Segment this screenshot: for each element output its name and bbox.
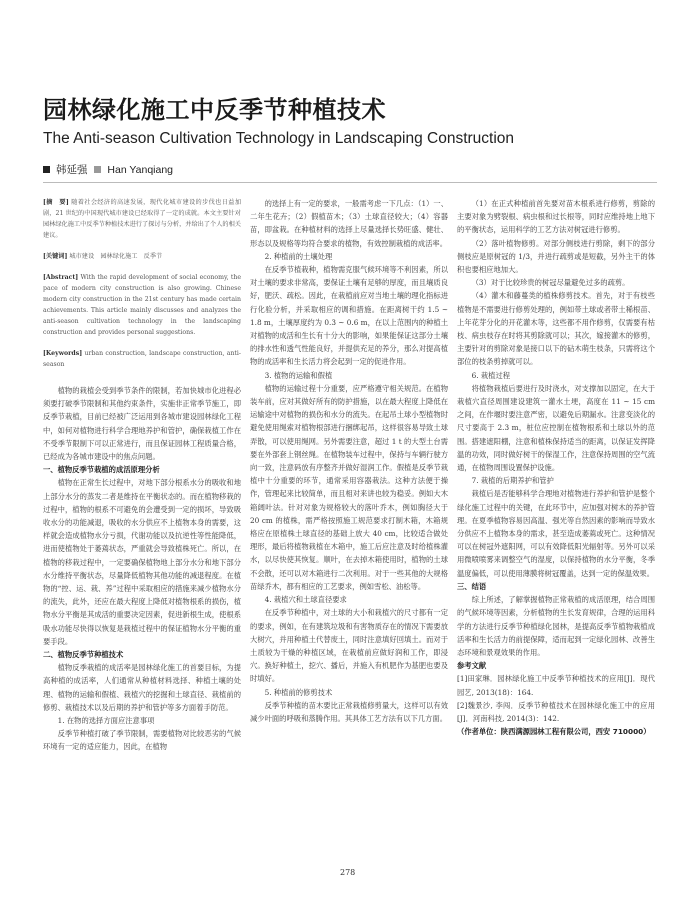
section-heading: 一、植物反季节栽植的成活原理分析 <box>43 465 160 475</box>
paragraph: 的选择上有一定的要求，一般需考虑一下几点：（1）一、二年生花卉；（2）假植苗木；（3）土球直径较大；（4）容器苗，即盆栽。在种植材料的选择上尽量选择长势旺盛、健壮、形态以及规格等均符合要求的植物，有效控制栽植的成活率。 <box>250 199 449 248</box>
paragraph: （3）对于比较珍贵的树冠尽量避免过多的疏剪。 <box>471 278 630 288</box>
article-title-en: The Anti-season Cultivation Technology in Landscaping Construction <box>43 130 515 147</box>
keywords-cn-label: [关键词] <box>43 253 68 260</box>
abstract-cn-text: 随着社会经济的高速发展，现代化城市建设的步伐也日益加剧，21 世纪的中国现代城市建设已经取得了一定的成就。本文主要针对园林绿化施工中反季节种植技术进行了探讨与分析，并给出了个人的相关建议。 <box>43 199 242 239</box>
square-bullet-icon <box>43 166 50 173</box>
paragraph: 将植物栽植后要进行及时浇水，对支撑加以固定，在大于栽植穴直径周围建设建筑一灌水土埂，高度在 11 ~ 15 cm 之间，在作堰时要注意严密，以避免后期漏水。注意变淡化的尺寸要高于 2.3 m，桩位应控制在植物根系和土球以外的范围。搭建遮阳棚，注意和植株保持适当的距离，以保证发挥降温的功效，同时做好树干的保湿工作，注意保持周围的空气流通，在植物周围设置保护设施。 <box>457 383 655 473</box>
paragraph: 在反季节植栽种，植物需克服气候环境等不利因素，所以对土壤的要求非常高，要保证土壤有足够的厚度，而且壤质良好，肥沃、疏松。因此，在栽植前应对当地土壤的理化指标进行化验分析，并采取相应的调和措施。在距离树干约 1.5 ~ 1.8 m，土壤厚度约为 0.3 ~ 0.6 m，在以上范围内的种植土对植物的成活和生长有十分大的影响，如果能保证这部分土壤的排水性和透气性能良好，并提供充足的养分，那么对提高植物的成活率和生长活力将会起到一定的促进作用。 <box>250 265 448 367</box>
subsection-heading: 2. 种植前的土壤处理 <box>264 251 333 261</box>
paragraph: （4）灌木和藤蔓类的植株修剪技术。首先，对于有枝些植物是不需要进行修剪处理的，例如带土球或者带土稀根苗、上年花芽分化的开花灌木等，这些都不用作修剪，仅需要有枯枝、病虫枝存在时将其剪除就可以；其次，嫁接灌木的修剪，主要针对的剪除对象是接口以下的砧木萌生枝条，只需将这个部位的枝条剪掉就可以。 <box>457 291 655 367</box>
keywords-cn <box>43 251 241 262</box>
keywords-en <box>43 348 241 370</box>
subsection-heading: 1. 在物的选择方面应注意事项 <box>57 716 155 726</box>
abstract-en <box>43 272 241 338</box>
paragraph: 栽植后是否能够科学合理地对植物进行养护和管护是整个绿化施工过程中的关键，在此环节中，应加强对树木的养护管理。在夏季植物容易因高温、强光等自然因素的影响而导致水分供应不上植物本身的需求，甚至造成萎蔫或死亡。这种情况可以在树冠外遮阳网，可以有效降低阳光辐射等。另外可以采用微喷喷雾来调整空气的湿度，以保持植物的水分平衡，冬季温度偏低，可以使用薄膜将树冠覆盖，达到一定的保温效果。 <box>457 489 655 578</box>
abstract-en-label: [Abstract] <box>43 274 79 281</box>
abstract-cn <box>43 197 241 241</box>
page-number: 278 <box>340 868 356 877</box>
reference-item: [1]田家琳．园林绿化施工中反季节种植技术的应用[J]．现代园艺, 2013(18)：164. <box>457 674 655 697</box>
keywords-cn-text: 城市建设 园林绿化施工 反季节 <box>69 253 163 260</box>
paragraph: （2）落叶植物修剪。对部分侧枝进行剪除，剩下的部分侧枝应是原树冠的 1/3，并进行疏剪或是短截，另外主干的体积也要相应地加大。 <box>457 238 655 275</box>
subsection-heading: 7. 栽植的后期养护和管护 <box>471 476 554 486</box>
column-3 <box>457 197 655 738</box>
square-bullet-icon <box>94 166 101 173</box>
column-1 <box>43 197 241 754</box>
column-2 <box>250 197 448 725</box>
abstract-cn-label: [摘 要] <box>43 199 69 206</box>
abstract-en-text: With the rapid development of social economy, the pace of modern city construction is also growing. Chinese modern city construction in the 21st century has made certain achievements. This article mainly discusses and analyzes the anti-season cultivation technology in the landscaping construction and provides personal suggestions. <box>43 274 241 336</box>
header-divider <box>43 182 657 183</box>
paragraph: 反季节种植的苗木要比正常栽植修剪量大，这样可以有效减少叶面的呼吸和蒸腾作用。其具体工艺方法有以下几方面。 <box>250 700 448 723</box>
references-heading: 参考文献 <box>457 661 487 671</box>
paragraph: 综上所述，了解掌握植物正常栽植的成活原理，结合周围的气候环境等因素，分析植物的生长发育规律，合理的运用科学的方法进行反季节种植绿化园林，是提高反季节植物栽植成活率和生长活力的前提保障，适而起到一定绿化园林、改善生态环境和景观效果的作用。 <box>457 595 655 657</box>
byline <box>43 162 173 177</box>
column-1-body <box>43 384 241 754</box>
paragraph: 植物的运输过程十分重要，应严格遵守相关规范。在植物装车前，应对其做好所有的防护措施，以在最大程度上降低在运输途中对植物的损伤和水分的流失。在起吊土球小型植物时避免使用绳索对植物根部进行捆绑起吊，这样很容易导致土球弄散，可以使用绳网。另外需要注意，超过 1 t 的大型土台需要在外部套上钢丝绳。在植物装车过程中，保持与车辆行驶方向一致，注意码放有序整齐并做好湿润工作。假植是反季节栽植中十分重要的环节，通常采用容器栽法。这种方法便于操作，管理起来比较简单，而且相对来讲也较为稳妥。例如大木箱阔叶法。针对对象为规格较大的落叶乔木，例如胸径大于 20 cm 的植株，需严格按照施工规范要求打制木箱，木箱规格应在原植株土球直径的基础上放大 40 cm，比较适合做处理形，最后将植物栽植在木箱中，施工后应注意及时给植株灌水，以尽快使其恢复。顺叶，在去掉木箱使用时，植物的土球不会散，还可以对木箱进行二次利用。对于一些其他的大规格苗绿乔木，都有相应的工艺要求，例如雪松、油松等。 <box>250 383 448 591</box>
reference-item: [2]魏景沙, 李闯．反季节种植技术在园林绿化施工中的应用[J]．河南科技, 2014(3)：142. <box>457 700 655 723</box>
subsection-heading: 4. 栽植穴和土球直径要求 <box>264 595 347 605</box>
paragraph: 植物反季栽植的成活率是园林绿化施工的首要目标，为提高种植的成活率，人们通常从种植材料选择、种植土壤的处理、植物的运输和假植、栽植穴的挖掘和土球直径、栽植前的修剪、栽植技术以及后期的养护和管护等多方面着手防范。 <box>43 663 241 712</box>
author-affiliation: （作者单位：陕西满源园林工程有限公司，西安 710000） <box>457 727 651 737</box>
paragraph: 植物在正常生长过程中，对地下部分根系水分的吸收和地上部分水分的蒸发二者是维持在平衡状态的。而在植物移栽的过程中，植物的根系不可避免的会遭受到一定的损坏，导致吸收水分的功能减退，吸收的水分供应不上植物本身的需要，这样就会造成植物水分亏损，代谢功能以及抗逆性等性能降低，进而使植物处于萎蔫状态，严重就会导致植株死亡。所以，在植物的移栽过程中，一定要确保植物地上部分水分和地下部分水分维持平衡状态，尽量降低植物其他功能的减退程度。在植物的“控、运、栽、养”过程中采取相应的措施来减少植物水分的流失，此外，还应在最大程度上降低对植物根系的损伤，植物水分平衡是其成活的重要决定因素，促进新根生成，使根系吸水功能尽快得以恢复是栽植过程中的保证植物水分平衡的重要手段。 <box>43 478 241 646</box>
section-heading: 二、植物反季节种植技术 <box>43 650 124 660</box>
author-en: Han Yanqiang <box>107 164 174 176</box>
abstract-block-cn <box>43 197 241 370</box>
article-title-cn: 园林绿化施工中反季节种植技术 <box>43 96 386 124</box>
paragraph: 反季节种植打破了季节限制，需要植物对比较恶劣的气候环境有一定的适应能力，因此，在植物 <box>43 729 241 752</box>
paragraph: （1）在正式种植前首先要对苗木根系进行修剪，剪除的主要对象为劈裂根、病虫根和过长根等，同时应维持地上地下的平衡状态，运用科学的工艺方法对树冠进行修剪。 <box>457 199 655 235</box>
section-heading: 三、结语 <box>457 581 487 591</box>
subsection-heading: 5. 种植前的修剪技术 <box>264 687 333 697</box>
subsection-heading: 3. 植物的运输和假植 <box>264 370 333 380</box>
paragraph: 植物的栽植会受到季节条件的限制，若加快城市化进程必须要打破季节限制和其他约束条件，实施非正常季节施工，即反季节栽植，目前已经被广泛运用到各城市建设园林绿化工程中，如何对植物进行科学合理地养护和管护，确保栽植工作在不受季节限制下可以正常进行，而且保证园林工程质量合格，已经成为各城市建设中的焦点问题。 <box>43 386 241 462</box>
subsection-heading: 6. 栽植过程 <box>471 370 511 380</box>
author-cn: 韩延强 <box>56 164 88 176</box>
keywords-en-label: [Keywords] <box>43 350 83 357</box>
paragraph: 在反季节种植中，对土球的大小和栽植穴的尺寸都有一定的要求，例如，在有建筑垃圾和有害物质存在的情况下需要放大树穴，并用种植土代替废土，同时注意填好回填土。而对于土质较为干燥的种植区域，在栽植前应做好润和工作，即浸穴。换好种植土，挖穴、播后，并施入有机肥作为基肥也要及时填好。 <box>250 608 448 684</box>
keywords-en-text: urban construction, landscape construction, anti-season <box>43 350 241 368</box>
